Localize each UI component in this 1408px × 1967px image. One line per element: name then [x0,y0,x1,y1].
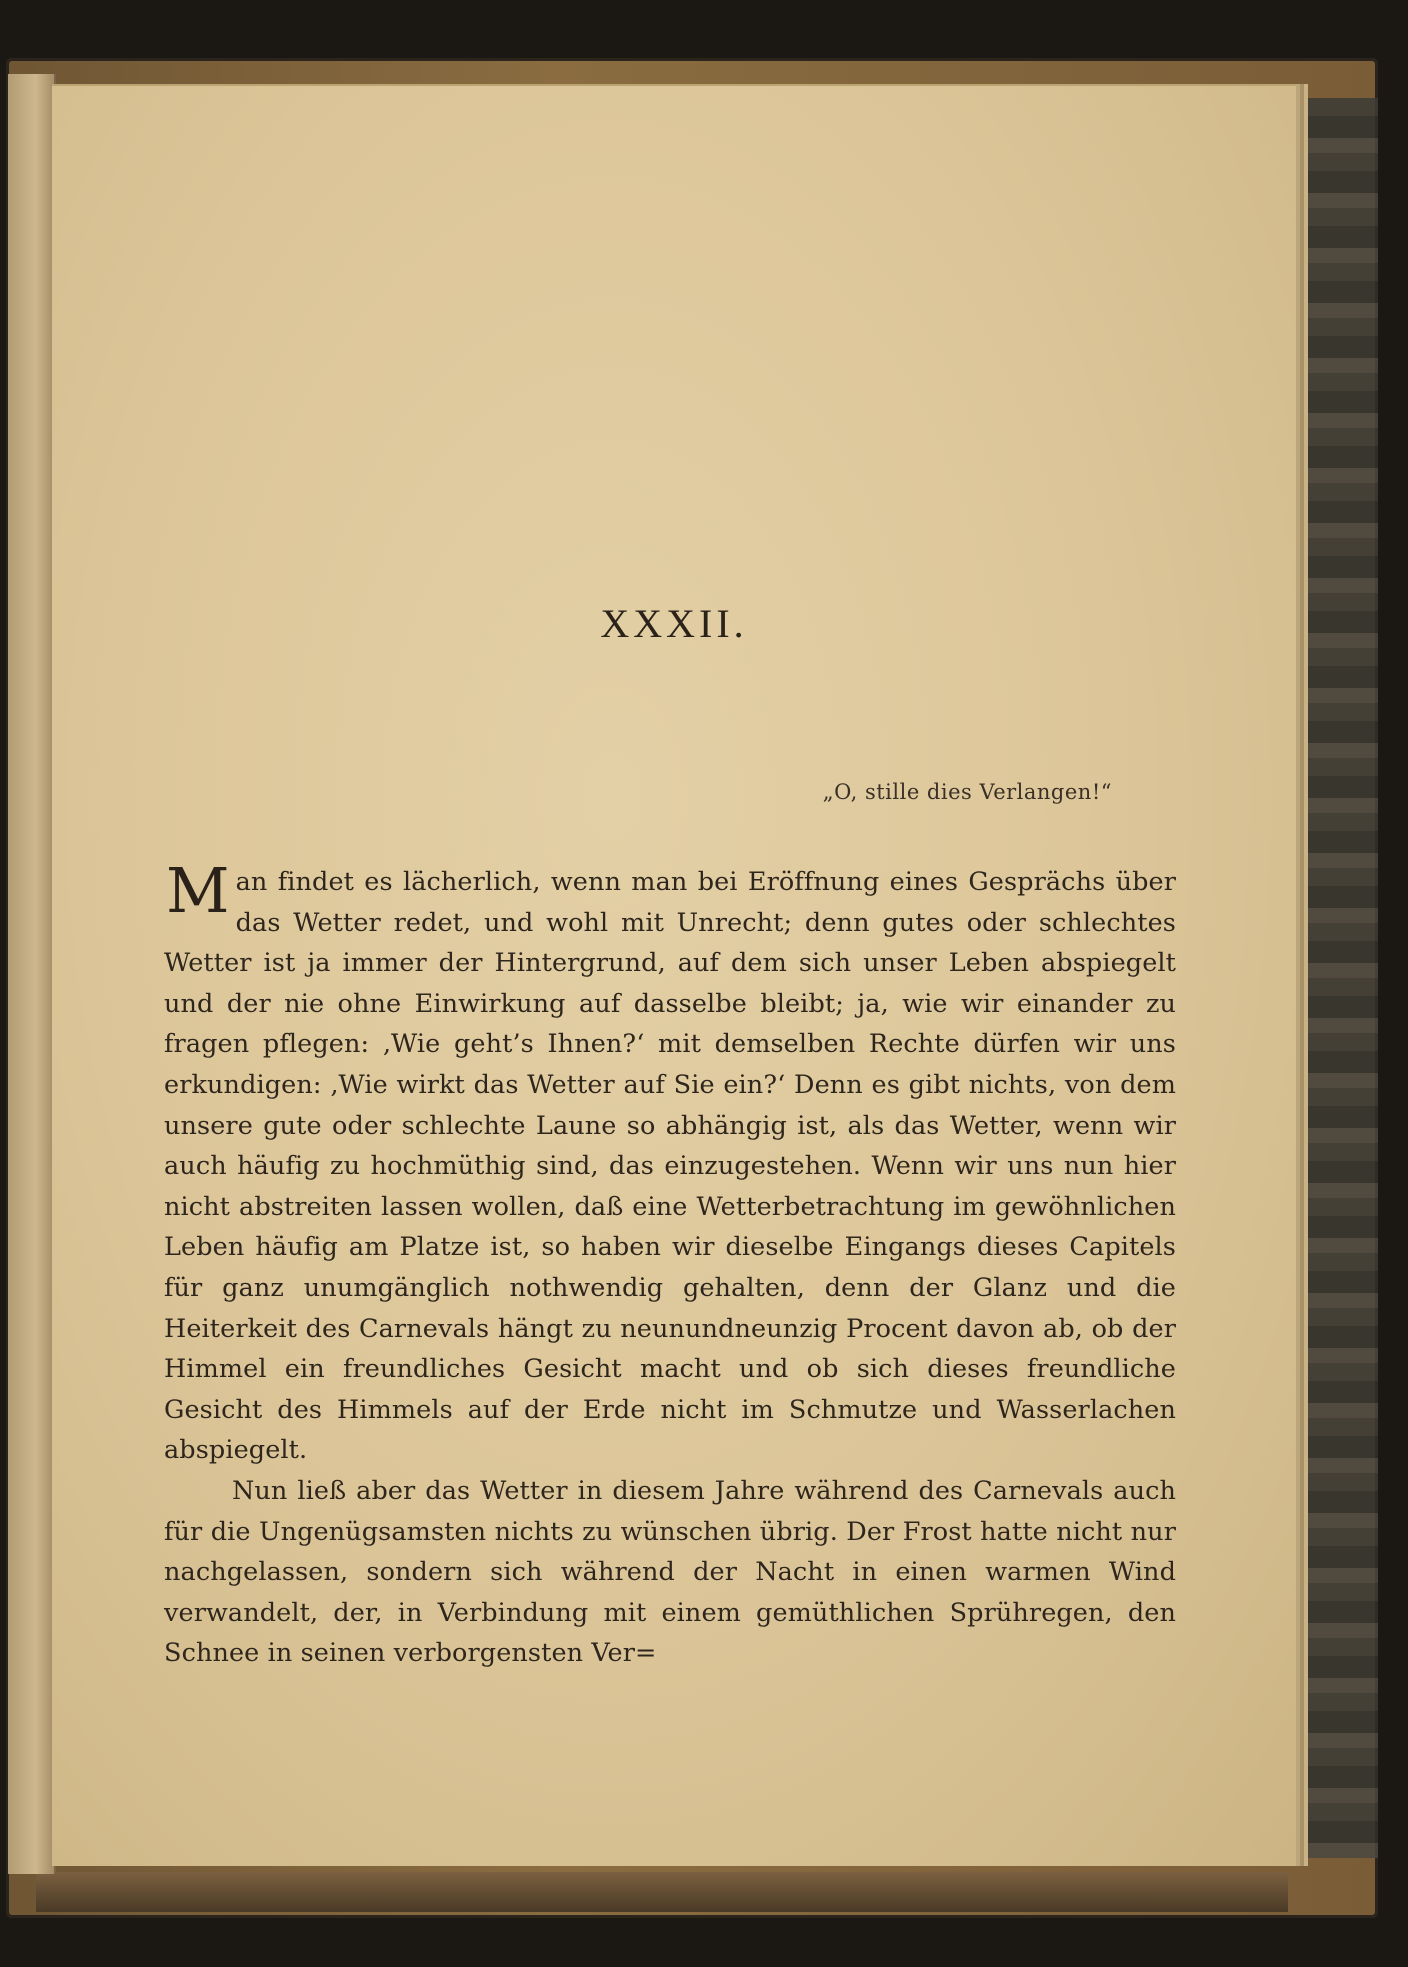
paragraph-2 [164,1471,1176,1674]
body-text [164,854,1176,1674]
paragraph-2-text: Nun ließ aber das Wetter in diesem Jahre während des Carnevals auch für die Ungenügsamsten nichts zu wünschen übrig. Der Frost hatte nicht nur nachgelassen, sondern sich während der Nacht in einen warmen Wind verwandelt, der, in Verbindung mit einem gemüthlichen Sprühregen, den Schnee in seinen verborgensten Ver= [164,1475,1176,1669]
paragraph-1 [164,854,1176,1471]
cover-bottom-edge [36,1872,1288,1912]
book-page [52,84,1296,1866]
paragraph-1-text: an findet es lächerlich, wenn man bei Eröffnung eines Gesprächs über das Wetter redet, und wohl mit Unrecht; denn gutes oder schlechtes Wetter ist ja immer der Hintergrund, auf dem sich unser Leben abspiegelt und der nie ohne Einwirkung auf dasselbe bleibt; ja, wie wir einander zu fragen pflegen: ‚Wie geht’s Ihnen?‘ mit demselben Rechte dürfen wir uns erkundigen: ‚Wie wirkt das Wetter auf Sie ein?‘ Denn es gibt nichts, von dem unsere gute oder schlechte Laune so abhängig ist, als das Wetter, wenn wir auch häufig zu hochmüthig sind, das einzugestehen. Wenn wir uns nun hier nicht abstreiten lassen wollen, daß eine Wetterbetrachtung im gewöhnlichen Leben häufig am Platze ist, so haben wir dieselbe Eingangs dieses Capitels für ganz unumgänglich nothwendig gehalten, denn der Glanz und die Heiterkeit des Carnevals hängt zu neunundneunzig Procent davon ab, ob der Himmel ein freundliches Gesicht macht und ob sich dieses freundliche Gesicht des Himmels auf der Erde nicht im Schmutze und Wasserlachen abspiegelt. [164,867,1176,1466]
drop-cap: M [166,854,230,927]
cover-spine-edge [1308,98,1378,1858]
previous-page-edge [8,74,56,1874]
chapter-motto: „O, stille dies Verlangen!“ [822,780,1112,804]
chapter-heading: XXXII. [600,601,748,646]
